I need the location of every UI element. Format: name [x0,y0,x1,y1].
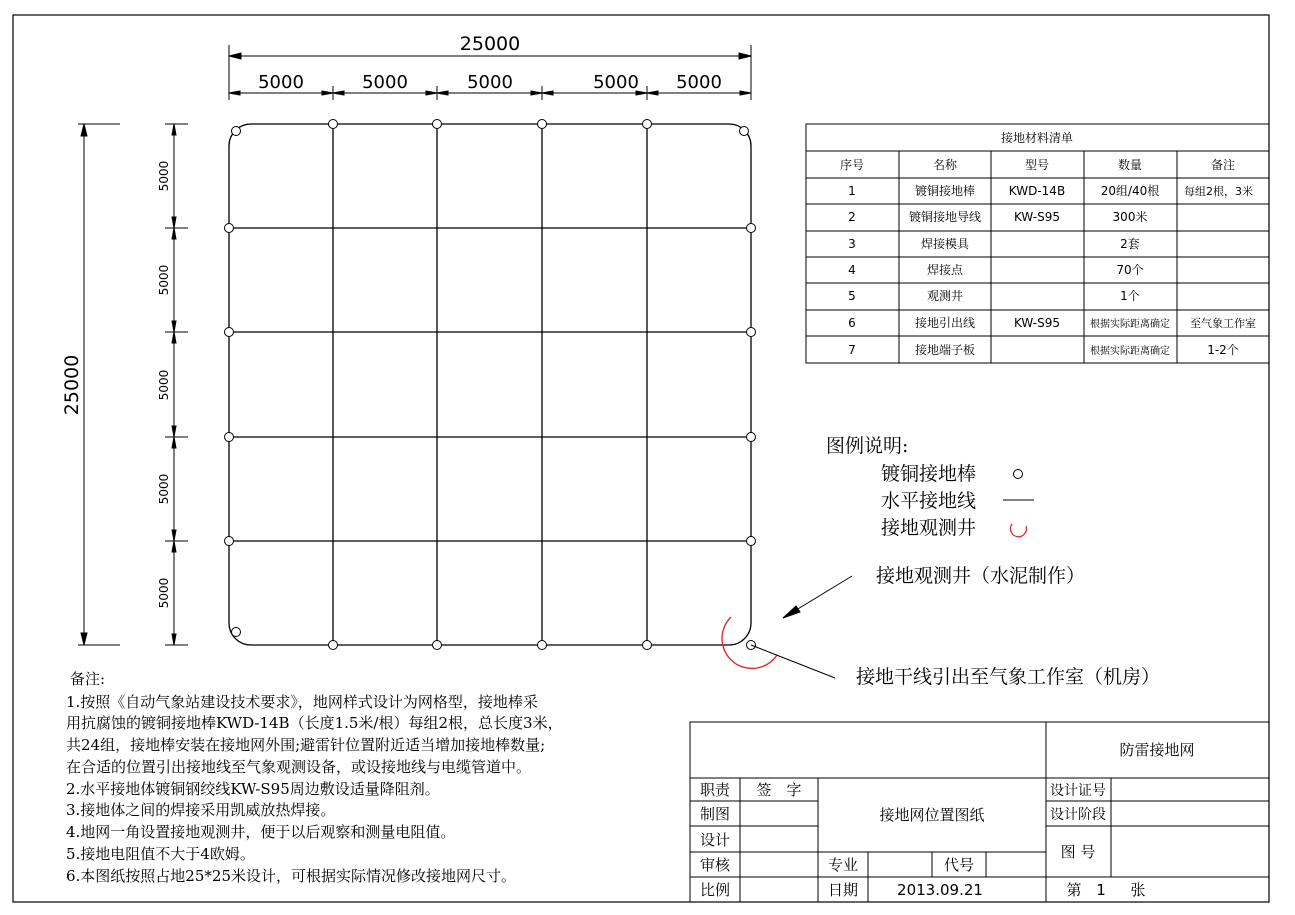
ground-rod [643,120,652,129]
stage-label: 设计阶段 [1050,807,1106,823]
ground-rod [433,641,442,650]
bom-cell: 2 [848,210,856,224]
ground-rod [433,120,442,129]
ground-rod [747,433,756,442]
role-reviewer: 审核 [699,856,731,874]
bom-cell: 1 [848,184,856,198]
callout-well-leader [783,576,852,618]
bom-cell: 接地端子板 [914,343,976,357]
bom-cell: 至气象工作室 [1190,317,1256,330]
note-line: 1.按照《自动气象站建设技术要求》，地网样式设计为网格型，接地棒采 [66,693,538,711]
bom-cell: 焊接点 [926,263,964,277]
ground-rod [740,127,749,136]
legend-well-symbol [1010,524,1026,537]
bom-row [848,183,1253,198]
bom-header-cell: 数量 [1117,158,1143,172]
bom-row [848,209,1147,224]
note-line: 3.接地体之间的焊接采用凯威放热焊接。 [66,801,336,819]
sign-header: 签 字 [756,781,802,799]
ground-rod [747,328,756,337]
bom-cell: KW-S95 [1013,210,1061,224]
bom-cell: KWD-14B [1008,184,1066,198]
grounding-grid [229,124,751,645]
cert-no-label: 设计证号 [1050,783,1106,799]
ground-rod [643,641,652,650]
bom-cell: 6 [848,316,856,330]
note-line: 4.地网一角设置接地观测井，便于以后观察和测量电阻值。 [66,823,456,841]
role-header: 职责 [699,781,731,799]
bom-cell: 2套 [1120,237,1140,251]
bom-cell: 观测井 [926,289,964,303]
ground-rod [225,537,234,546]
total-width-label: 25000 [459,33,521,55]
bom-cell: 根据实际距离确定 [1090,346,1170,357]
ground-rod [747,537,756,546]
ground-rod [225,433,234,442]
row-dim-3: 5000 [157,369,171,401]
ground-rod [225,224,234,233]
bom-header-cell: 型号 [1024,158,1050,172]
bom-row [848,262,1143,277]
code-label: 代号 [943,856,975,874]
left-dimensions [78,124,188,645]
bom-row [848,342,1239,357]
bom-row [848,236,1140,251]
note-line: 用抗腐蚀的镀铜接地棒KWD-14B（长度1.5米/根）每组2根，总长度3米， [66,714,563,732]
ground-rod [329,120,338,129]
col-dim-2: 5000 [362,72,408,93]
ground-rod [538,641,547,650]
ground-rod [225,328,234,337]
role-drafter: 制图 [699,805,731,823]
ground-rod [538,120,547,129]
note-line: 2.水平接地体镀铜钢绞线KW-S95周边敷设适量降阻剂。 [66,780,440,798]
bom-cell: 20组/40根 [1100,184,1160,198]
col-dim-1: 5000 [258,72,304,93]
legend-label-conductor: 水平接地线 [881,490,977,512]
date-label: 日期 [827,881,859,899]
sheet-suffix: 张 [1130,881,1146,899]
row-dim-2: 5000 [157,264,171,296]
bom-cell: 接地引出线 [914,316,976,330]
drawing-name: 接地网位置图纸 [879,806,985,824]
bom-cell: 300米 [1112,210,1148,224]
grid-perimeter-conductor [229,124,751,645]
callout-trunk-text: 接地干线引出至气象工作室（机房） [856,666,1161,688]
specialty-label: 专业 [827,856,859,874]
bom-cell: 5 [848,289,856,303]
bom-cell: 7 [848,343,856,357]
bom-cell: 70个 [1116,263,1144,277]
ground-rods [225,120,756,650]
row-dim-4: 5000 [157,473,171,505]
sheet-prefix: 第 [1066,881,1082,899]
legend-rod-symbol [1014,470,1023,479]
bom-header-cell: 名称 [932,158,958,172]
note-line: 5.接地电阻值不大于4欧姆。 [66,845,255,863]
legend-label-well: 接地观测井 [881,517,977,539]
notes-title: 备注: [70,670,106,688]
bom-header-cell: 备注 [1210,158,1236,172]
bom-cell: 根据实际距离确定 [1090,319,1170,330]
bom-cell: 3 [848,237,856,251]
bom-row [848,288,1140,303]
note-line: 6.本图纸按照占地25*25米设计，可根据实际情况修改接地网尺寸。 [66,867,516,885]
col-dim-4: 5000 [593,72,639,93]
bom-cell: 焊接模具 [920,237,970,251]
ground-rod [747,224,756,233]
legend-title: 图例说明: [826,435,909,457]
callout-trunk-leader [751,645,835,678]
bom-cell: 每组2根，3米 [1184,185,1253,198]
col-dim-5: 5000 [676,72,722,93]
note-line: 共24组，接地棒安装在接地网外围;避雷针位置附近适当增加接地棒数量; [66,736,546,754]
total-height-label: 25000 [61,354,83,416]
bom-cell: 4 [848,263,856,277]
sheet-number: 1 [1096,881,1106,899]
bom-cell: 1-2个 [1207,343,1239,357]
bom-header-cell: 序号 [839,158,865,172]
col-dim-3: 5000 [467,72,513,93]
role-designer: 设计 [699,831,731,849]
ground-rod [329,641,338,650]
callout-well-text: 接地观测井（水泥制作） [876,565,1086,587]
note-line: 在合适的位置引出接地线至气象观测设备，或设接地线与电缆管道中。 [66,758,532,776]
ground-rod [232,628,241,637]
project-name: 防雷接地网 [1119,741,1195,759]
drawing-no-label: 图 号 [1060,843,1096,861]
bom-cell: KW-S95 [1013,316,1061,330]
bom-row [848,315,1256,330]
bom-cell: 1个 [1120,289,1140,303]
row-dim-1: 5000 [157,160,171,192]
row-dim-5: 5000 [157,577,171,609]
date-value: 2013.09.21 [897,881,983,899]
bom-cell: 镀铜接地导线 [908,210,982,224]
legend-label-rod: 镀铜接地棒 [881,463,977,485]
bom-title: 接地材料清单 [1000,131,1074,145]
bom-cell: 镀铜接地棒 [914,184,976,198]
role-scale: 比例 [699,881,731,899]
ground-rod [232,127,241,136]
